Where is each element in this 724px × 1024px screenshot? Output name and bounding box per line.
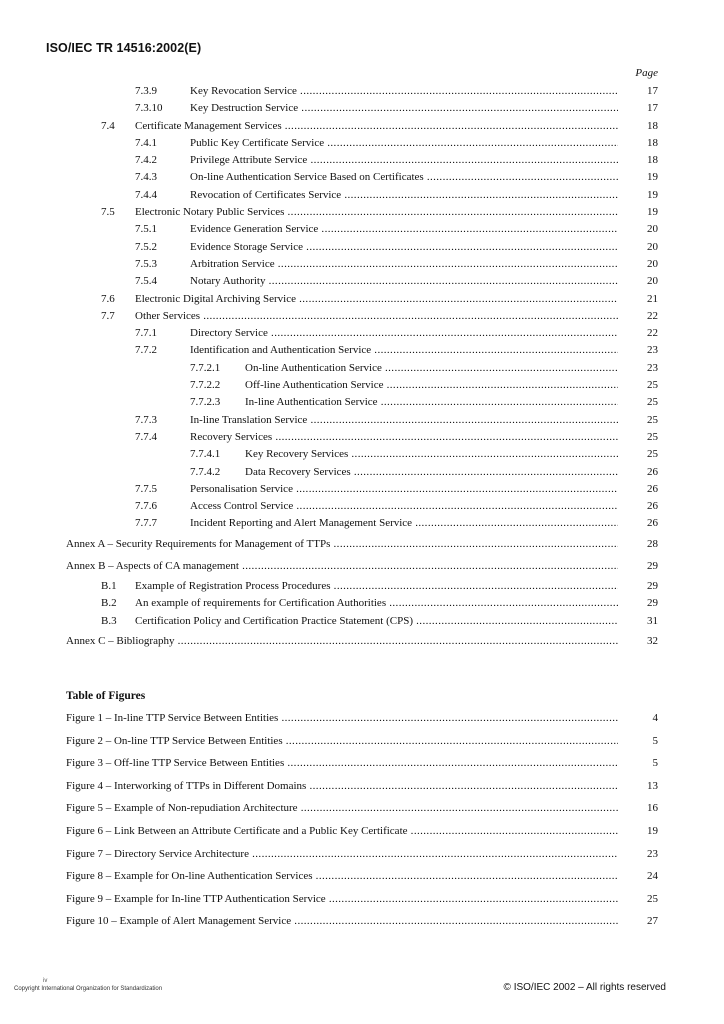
toc-entry-title: Annex B – Aspects of CA management ..... bbox=[66, 555, 618, 578]
toc-entry-number: 7.3.9 bbox=[135, 85, 157, 97]
toc-entry-page: 28 bbox=[647, 537, 658, 550]
toc-annex-b[interactable] bbox=[0, 555, 724, 578]
toc-entry[interactable] bbox=[0, 100, 724, 117]
toc-entries bbox=[0, 83, 724, 533]
toc-entry-number: 7.4.3 bbox=[135, 171, 157, 184]
toc-entry-page: 19 bbox=[647, 188, 658, 201]
toc-entry-title: Figure 1 – In-line TTP Service Between Entities ..... bbox=[66, 707, 618, 730]
toc-entry-title: Figure 6 – Link Between an Attribute Certificate and a Public Key Certificate ..... bbox=[66, 820, 618, 843]
toc-entry-page: 19 bbox=[647, 171, 658, 184]
toc-entry[interactable] bbox=[0, 515, 724, 532]
toc-entry-title: Public Key Certificate Service ..... bbox=[190, 135, 618, 152]
toc-entry-title: Directory Service ..... bbox=[190, 325, 618, 342]
toc-entry-number: B.3 bbox=[101, 614, 117, 627]
document-id-header: ISO/IEC TR 14516:2002(E) bbox=[46, 41, 202, 55]
toc-entry-title: Personalisation Service ..... bbox=[190, 481, 618, 498]
toc-entry-title: Figure 9 – Example for In-line TTP Authentication Service ..... bbox=[66, 888, 618, 911]
page-number: iv bbox=[43, 978, 48, 984]
toc-entry-number: 7.5.2 bbox=[135, 240, 157, 253]
toc-entry-title: Incident Reporting and Alert Management Service ..... bbox=[190, 515, 618, 532]
toc-entry-page: 5 bbox=[652, 757, 658, 770]
toc-entry-title: Annex C – Bibliography ..... bbox=[66, 630, 618, 653]
toc-entry-title: Figure 3 – Off-line TTP Service Between Entities ..... bbox=[66, 752, 618, 775]
toc-annex-a[interactable] bbox=[0, 533, 724, 556]
toc-entry-page: 25 bbox=[647, 413, 658, 426]
toc-entry-number: 7.7.3 bbox=[135, 413, 157, 426]
table-of-figures-heading: Table of Figures bbox=[66, 690, 146, 702]
toc-entry-title: Notary Authority ..... bbox=[190, 273, 618, 290]
toc-entry-title: An example of requirements for Certification Authorities ..... bbox=[135, 595, 618, 613]
copyright-left: Copyright International Organization for Standardization bbox=[14, 986, 163, 992]
toc-entry[interactable] bbox=[0, 394, 724, 411]
toc-entry-number: 7.7.6 bbox=[135, 500, 157, 513]
toc-entry-page: 26 bbox=[647, 465, 658, 478]
toc-annex-b-item[interactable] bbox=[0, 613, 724, 631]
toc-entry-title: Recovery Services ..... bbox=[190, 429, 618, 446]
toc-entry-page: 20 bbox=[647, 275, 658, 288]
figure-entry[interactable] bbox=[0, 707, 724, 730]
toc-entry[interactable] bbox=[0, 169, 724, 186]
toc-entry-number: 7.6 bbox=[101, 292, 115, 305]
toc-entry-title: In-line Authentication Service ..... bbox=[245, 394, 618, 411]
toc-entry-number: 7.7.2 bbox=[135, 344, 157, 357]
toc-annex-c[interactable] bbox=[0, 630, 724, 653]
toc-entry[interactable] bbox=[0, 360, 724, 377]
toc-entry[interactable] bbox=[0, 118, 724, 135]
toc-entry-page: 32 bbox=[647, 635, 658, 648]
toc-entry-title: Electronic Digital Archiving Service ..... bbox=[135, 291, 618, 308]
figure-entry[interactable] bbox=[0, 865, 724, 888]
toc-entry-page: 20 bbox=[647, 240, 658, 253]
toc-entry-title: Key Revocation Service ..... bbox=[190, 83, 618, 100]
toc-entry-page: 25 bbox=[647, 379, 658, 392]
toc-entry-page: 23 bbox=[647, 847, 658, 860]
copyright-right: © ISO/IEC 2002 – All rights reserved bbox=[503, 982, 666, 993]
toc-entry-title: Access Control Service ..... bbox=[190, 498, 618, 515]
toc-entry-page: 13 bbox=[647, 779, 658, 792]
toc-entry[interactable] bbox=[0, 446, 724, 463]
toc-entry-title: Key Recovery Services ..... bbox=[245, 446, 618, 463]
toc-entry-page: 23 bbox=[647, 344, 658, 357]
toc-entry-title: In-line Translation Service ..... bbox=[190, 412, 618, 429]
toc-entry-number: 7.7.1 bbox=[135, 327, 157, 340]
toc-entry[interactable] bbox=[0, 239, 724, 256]
toc-entry-title: On-line Authentication Service Based on Certificates ..... bbox=[190, 169, 618, 186]
toc-entry[interactable] bbox=[0, 498, 724, 515]
toc-entry-page: 24 bbox=[647, 870, 658, 883]
figure-entry[interactable] bbox=[0, 843, 724, 866]
toc-entry[interactable] bbox=[0, 152, 724, 169]
toc-entry-title: Key Destruction Service ..... bbox=[190, 100, 618, 117]
toc-entry-page: 25 bbox=[647, 892, 658, 905]
toc-entry[interactable] bbox=[0, 221, 724, 238]
toc-entry-title: Revocation of Certificates Service ..... bbox=[190, 187, 618, 204]
toc-entry-number: 7.3.10 bbox=[135, 102, 163, 115]
toc-entry-page: 29 bbox=[647, 560, 658, 573]
toc-entry-number: 7.5.4 bbox=[135, 275, 157, 288]
toc-entry-page: 22 bbox=[647, 327, 658, 340]
toc-entry-page: 25 bbox=[647, 430, 658, 443]
toc-entry-page: 19 bbox=[647, 824, 658, 837]
toc-entry-number: 7.7.4.1 bbox=[190, 448, 221, 461]
toc-entry-page: 23 bbox=[647, 361, 658, 374]
toc-entry-page: 27 bbox=[647, 915, 658, 928]
toc-entry[interactable] bbox=[0, 204, 724, 221]
toc-entry-page: 17 bbox=[647, 85, 658, 97]
toc-entry-number: B.1 bbox=[101, 579, 117, 592]
figure-entry[interactable] bbox=[0, 888, 724, 911]
toc-entry[interactable] bbox=[0, 325, 724, 342]
toc-entry-page: 17 bbox=[647, 102, 658, 115]
toc-entry-title: Certification Policy and Certification Practice Statement (CPS) ..... bbox=[135, 613, 618, 631]
figure-entry[interactable] bbox=[0, 730, 724, 753]
toc-entry-title: Evidence Generation Service ..... bbox=[190, 221, 618, 238]
toc-entry-page: 21 bbox=[647, 292, 658, 305]
toc-entry-number: 7.7.2.3 bbox=[190, 396, 221, 409]
toc-entry-number: B.2 bbox=[101, 597, 117, 610]
toc-annex-b-item[interactable] bbox=[0, 595, 724, 613]
toc-entry[interactable] bbox=[0, 342, 724, 359]
toc-entry-number: 7.7.5 bbox=[135, 482, 157, 495]
toc-entry[interactable] bbox=[0, 187, 724, 204]
toc-entry[interactable] bbox=[0, 308, 724, 325]
toc-entry-page: 20 bbox=[647, 257, 658, 270]
toc-entry-title: Figure 2 – On-line TTP Service Between Entities ..... bbox=[66, 730, 618, 753]
toc-entry-title: Privilege Attribute Service ..... bbox=[190, 152, 618, 169]
toc-entry-number: 7.7.4 bbox=[135, 430, 157, 443]
figure-entry[interactable] bbox=[0, 775, 724, 798]
toc-entry-title: Identification and Authentication Service ..... bbox=[190, 342, 618, 359]
toc-entry[interactable] bbox=[0, 273, 724, 290]
toc-entry[interactable] bbox=[0, 83, 724, 100]
toc-entry-page: 16 bbox=[647, 802, 658, 815]
toc-entry-title: Figure 10 – Example of Alert Management Service ..... bbox=[66, 910, 618, 933]
toc-entry-title: Figure 4 – Interworking of TTPs in Different Domains ..... bbox=[66, 775, 618, 798]
toc-entry-page: 4 bbox=[652, 712, 658, 724]
toc-entry-number: 7.4.2 bbox=[135, 154, 157, 167]
toc-entry[interactable] bbox=[0, 135, 724, 152]
toc-entry-title: On-line Authentication Service ..... bbox=[245, 360, 618, 377]
page-column-label: Page bbox=[635, 67, 658, 79]
toc-entry-number: 7.7.4.2 bbox=[190, 465, 221, 478]
toc-entry[interactable] bbox=[0, 429, 724, 446]
toc-entry-page: 20 bbox=[647, 223, 658, 236]
figure-entry[interactable] bbox=[0, 910, 724, 933]
toc-entry-page: 18 bbox=[647, 119, 658, 132]
toc-entry-page: 22 bbox=[647, 309, 658, 322]
toc-entry-page: 18 bbox=[647, 136, 658, 149]
toc-entry[interactable] bbox=[0, 464, 724, 481]
toc-entry-number: 7.4.4 bbox=[135, 188, 157, 201]
toc-entry-page: 25 bbox=[647, 448, 658, 461]
toc-entry-page: 5 bbox=[652, 734, 658, 747]
figure-entry[interactable] bbox=[0, 820, 724, 843]
toc-entry-title: Annex A – Security Requirements for Management of TTPs ..... bbox=[66, 533, 618, 556]
toc-entry-title: Arbitration Service ..... bbox=[190, 256, 618, 273]
toc-entry-number: 7.7.7 bbox=[135, 517, 157, 530]
toc-entry[interactable] bbox=[0, 256, 724, 273]
toc-entry-number: 7.4.1 bbox=[135, 136, 157, 149]
toc-entry-title: Evidence Storage Service ..... bbox=[190, 239, 618, 256]
annex-b-items bbox=[0, 578, 724, 631]
toc-annex-b-item[interactable] bbox=[0, 578, 724, 596]
toc-entry-title: Certificate Management Services ..... bbox=[135, 118, 618, 135]
toc-entry[interactable] bbox=[0, 481, 724, 498]
toc-entry-title: Off-line Authentication Service ..... bbox=[245, 377, 618, 394]
toc-entry[interactable] bbox=[0, 412, 724, 429]
toc-entry-page: 29 bbox=[647, 597, 658, 610]
toc-entry-number: 7.7.2.1 bbox=[190, 361, 221, 374]
toc-entry-number: 7.7.2.2 bbox=[190, 379, 221, 392]
figure-entry[interactable] bbox=[0, 797, 724, 820]
toc-entry-title: Data Recovery Services ..... bbox=[245, 464, 618, 481]
figure-entry[interactable] bbox=[0, 752, 724, 775]
toc-entry-page: 26 bbox=[647, 500, 658, 513]
toc-entry-number: 7.4 bbox=[101, 119, 115, 132]
toc-entry-number: 7.7 bbox=[101, 309, 115, 322]
toc-entry-title: Figure 8 – Example for On-line Authentication Services ..... bbox=[66, 865, 618, 888]
toc-entry-number: 7.5 bbox=[101, 206, 115, 219]
table-of-figures bbox=[0, 707, 724, 933]
toc-entry-page: 31 bbox=[647, 614, 658, 627]
table-of-contents bbox=[0, 83, 724, 653]
toc-entry-page: 19 bbox=[647, 206, 658, 219]
toc-entry-page: 25 bbox=[647, 396, 658, 409]
toc-entry-title: Example of Registration Process Procedures ..... bbox=[135, 578, 618, 596]
toc-entry-title: Electronic Notary Public Services ..... bbox=[135, 204, 618, 221]
toc-entry-page: 26 bbox=[647, 517, 658, 530]
toc-entry[interactable] bbox=[0, 291, 724, 308]
toc-entry-page: 29 bbox=[647, 579, 658, 592]
toc-entry-number: 7.5.1 bbox=[135, 223, 157, 236]
toc-entry-page: 18 bbox=[647, 154, 658, 167]
toc-entry-title: Figure 7 – Directory Service Architecture ..... bbox=[66, 843, 618, 866]
toc-entry-number: 7.5.3 bbox=[135, 257, 157, 270]
toc-entry-title: Figure 5 – Example of Non-repudiation Architecture ..... bbox=[66, 797, 618, 820]
toc-entry-title: Other Services ..... bbox=[135, 308, 618, 325]
toc-entry-page: 26 bbox=[647, 482, 658, 495]
toc-entry[interactable] bbox=[0, 377, 724, 394]
